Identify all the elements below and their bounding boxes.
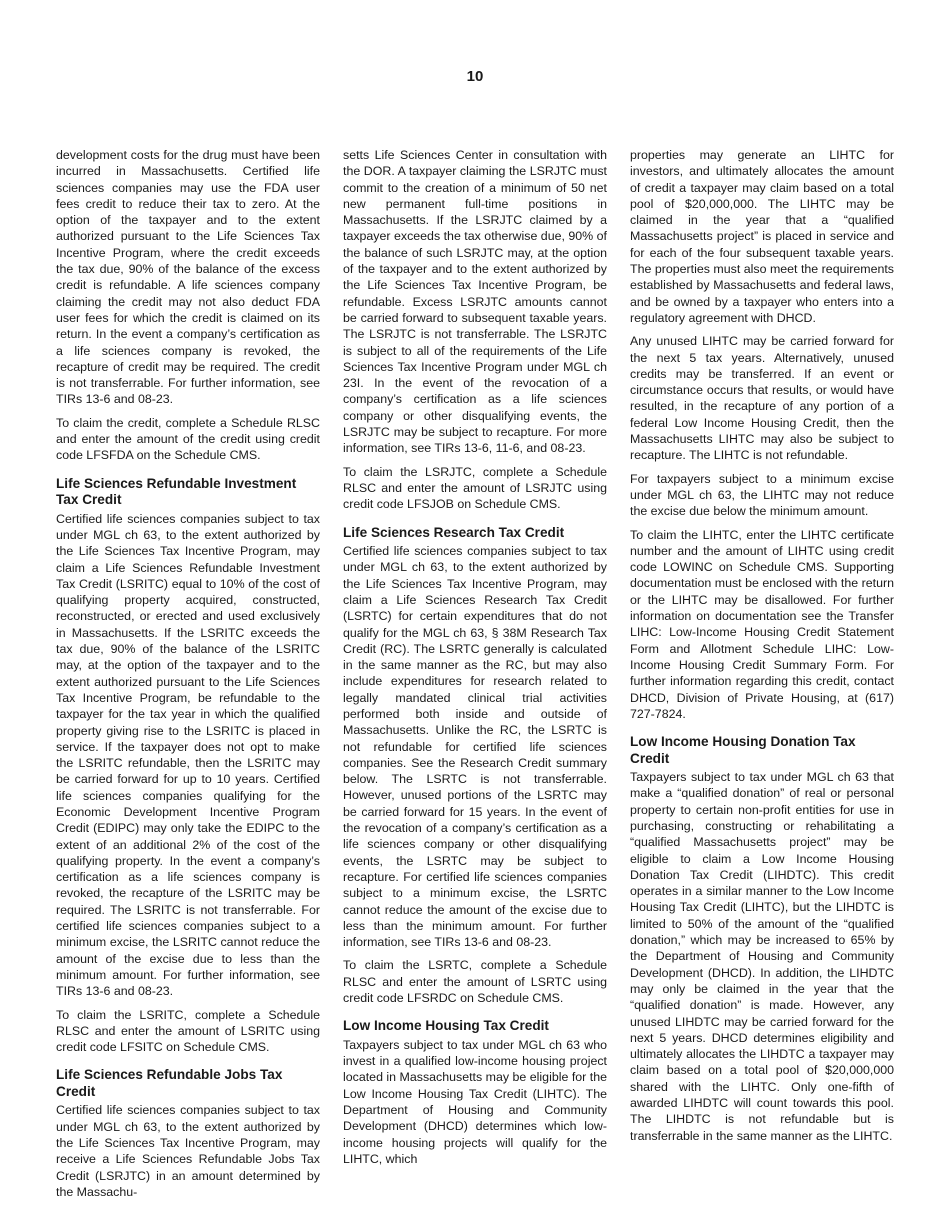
paragraph-lsrtc: Certified life sciences companies subject to tax under MGL ch 63, to the extent authorized by the Life Sciences Tax Incentive Program, may claim a Life Sciences Research Tax Credit (LSRTC) for certain expenditures that do not qualify for the MGL ch 63, § 38M Research Tax Credit (RC). The LSRTC generally is calculated in the same manner as the RC, but may also include expenditures for research related to legally mandated clinical trial activities performed both inside and outside of Massachusetts. Unlike the RC, the LSRTC is not refundable for certified life sciences companies. See the Research Credit summary below. The LSRTC is not transferrable. However, unused portions of the LSRTC may be carried forward for 15 years. In the event of the revocation of a company’s certification as a life sciences company or other disqualifying events, the LSRTC may be subject to recapture. For certified life sciences companies subject to a minimum excise, the LSRTC cannot reduce the amount of the excise due to less than the minimum amount. For further information, see TIRs 13-6 and 08-23. bbox=[343, 544, 607, 950]
paragraph-lsrjtc-continued: setts Life Sciences Center in consultation with the DOR. A taxpayer claiming the LSRJTC must commit to the creation of a minimum of 50 net new permanent full-time positions in Massachusetts. If the LSRJTC claimed by a taxpayer exceeds the tax otherwise due, 90% of the balance of such LSRJTC may, at the option of the taxpayer and to the extent authorized by the Life Sciences Tax Incentive Program, be refundable. Excess LSRJTC amounts cannot be carried forward to subsequent taxable years. The LSRJTC is not transferrable. The LSRJTC is subject to all of the requirements of the Life Sciences Tax Incentive Program under MGL ch 23I. In the event of the revocation of a company’s certification as a life sciences company or other disqualifying events, the LSRJTC may be subject to recapture. For more information, see TIRs 13-6, 11-6, and 08-23. bbox=[343, 148, 607, 456]
heading-lihdtc: Low Income Housing Donation Tax Credit bbox=[630, 734, 856, 766]
column-left bbox=[56, 147, 320, 1207]
paragraph-lihtc-carryforward: Any unused LIHTC may be carried forward for the next 5 tax years. Alternatively, unused credits may be transferred. If an event or circumstance occurs that results, or would have resulted, in the recapture of any portion of a federal Low Income Housing Credit, then the Massachusetts LIHTC may also be subject to recapture. The LIHTC is not refundable. bbox=[630, 334, 894, 463]
paragraph-lsritc: Certified life sciences companies subject to tax under MGL ch 63, to the extent authorized by the Life Sciences Tax Incentive Program, may claim a Life Sciences Refundable Investment Tax Credit (LSRITC) equal to 10% of the cost of qualifying property acquired, constructed, reconstructed, or erected and used exclusively in Massachusetts. If the LSRITC exceeds the tax due, 90% of the balance of the LSRITC may, at the option of the taxpayer and to the extent authorized pursuant to the Life Sciences Tax Incentive Program, be refundable to the taxpayer for the tax year in which the qualified property giving rise to the LSRITC is placed in service. If the taxpayer does not opt to make the LSRITC refundable, then the LSRITC may be carried forward for up to 10 years. Certified life sciences companies qualifying for the Economic Development Incentive Program Credit (EDIPC) may only take the EDIPC to the extent of an additional 2% of the cost of the qualifying property. In the event a company’s certification as a life sciences company is revoked, the recapture of the LSRITC may be required. The LSRITC is not transferrable. For certified life sciences companies subject to a minimum excise, the LSRITC cannot reduce the amount of the excise due to less than the minimum amount. For further information, see TIRs 13-6 and 08-23. bbox=[56, 511, 320, 999]
paragraph-claim-lsrtc: To claim the LSRTC, complete a Schedule RLSC and enter the amount of LSRTC using credit code LFSRDC on Schedule CMS. bbox=[343, 958, 607, 1006]
paragraph-claim-lihtc: To claim the LIHTC, enter the LIHTC certificate number and the amount of LIHTC using credit code LOWINC on Schedule CMS. Supporting documentation must be enclosed with the return or the LIHTC may be disallowed. For further information on documentation see the Transfer LIHC: Low-Income Housing Credit Statement Form and Allotment Schedule LIHC: Low-Income Housing Credit Summary Form. For further information regarding this credit, contact DHCD, Division of Private Housing, at (617) 727-7824. bbox=[630, 527, 894, 721]
paragraph-lihtc-continued: properties may generate an LIHTC for investors, and ultimately allocates the amount of credit a taxpayer may claim based on a total pool of $20,000,000. The LIHTC may be claimed in the year that a “qualified Massachusetts project” is placed in service and for each of the four subsequent taxable years. The properties must also meet the requirements established by Massachusetts and federal laws, and be owned by a taxpayer who enters into a regulatory agreement with DHCD. bbox=[630, 148, 894, 325]
paragraph-lihtc-minimum-excise: For taxpayers subject to a minimum excise under MGL ch 63, the LIHTC may not reduce the excise due below the minimum amount. bbox=[630, 471, 894, 519]
paragraph-lihtc: Taxpayers subject to tax under MGL ch 63 who invest in a qualified low-income housing project located in Massachusetts may be eligible for the Low Income Housing Tax Credit (LIHTC). The Department of Housing and Community Development (DHCD) determines which low-income housing projects will qualify for the LIHTC, which bbox=[343, 1037, 607, 1166]
paragraph-lsrjtc: Certified life sciences companies subject to tax under MGL ch 63, to the extent authorized by the Life Sciences Tax Incentive Program, may receive a Life Sciences Refundable Jobs Tax Credit (LSRJTC) in an amount determined by the Massachu- bbox=[56, 1103, 320, 1199]
heading-lihtc: Low Income Housing Tax Credit bbox=[343, 1018, 549, 1034]
heading-lsritc: Life Sciences Refundable Investment Tax Credit bbox=[56, 475, 297, 508]
heading-lsrjtc: Life Sciences Refundable Jobs Tax Credit bbox=[56, 1067, 283, 1099]
paragraph-lihdtc: Taxpayers subject to tax under MGL ch 63 that make a “qualified donation” of real or personal property to certain non-profit entities for use in purchasing, constructing or rehabilitating a “qualified Massachusetts project” may be eligible to claim a Low Income Housing Donation Tax Credit (LIHDTC). This credit operates in a similar manner to the Low Income Housing Tax Credit (LIHTC), but the LIHDTC is limited to 50% of the amount of the “qualified donation,” which may be increased to 65% by the Department of Housing and Community Development (DHCD). In addition, the LIHDTC may only be claimed in the year that the “qualified donation” is made. However, any unused LIHDTC may be carried forward for the next 5 years. DHCD determines eligibility and ultimately allocates the LIHDTC a taxpayer may claim based on a total pool of $20,000,000 shared with the LIHTC. Only one-fifth of awarded LIHDTC will count towards this pool. The LIHDTC is not refundable but is transferrable in the same manner as the LIHTC. bbox=[630, 770, 894, 1143]
column-right bbox=[630, 147, 894, 1151]
column-middle bbox=[343, 147, 607, 1174]
paragraph-claim-fda-credit: To claim the credit, complete a Schedule RLSC and enter the amount of the credit using credit code LFSFDA on the Schedule CMS. bbox=[56, 415, 320, 463]
page-number: 10 bbox=[466, 68, 484, 85]
heading-lsrtc: Life Sciences Research Tax Credit bbox=[343, 524, 565, 540]
paragraph-claim-lsrjtc: To claim the LSRJTC, complete a Schedule RLSC and enter the amount of LSRJTC using credit code LFSJOB on Schedule CMS. bbox=[343, 464, 607, 512]
paragraph-claim-lsritc: To claim the LSRITC, complete a Schedule RLSC and enter the amount of LSRITC using credit code LFSITC on Schedule CMS. bbox=[56, 1007, 320, 1055]
paragraph-fda-credit-continued: development costs for the drug must have been incurred in Massachusetts. Certified life sciences companies may use the FDA user fees credit to reduce their tax to zero. At the option of the taxpayer and to the extent authorized pursuant to the Life Sciences Tax Incentive Program, where the credit exceeds the tax due, 90% of the balance of the excess credit is refundable. A life sciences company claiming the credit may not also deduct FDA user fees for which the credit is claimed on its return. In the event a company’s certification as a life sciences company is revoked, the recapture of credit may be required. The credit is not transferrable. For further information, see TIRs 13-6 and 08-23. bbox=[56, 148, 320, 407]
